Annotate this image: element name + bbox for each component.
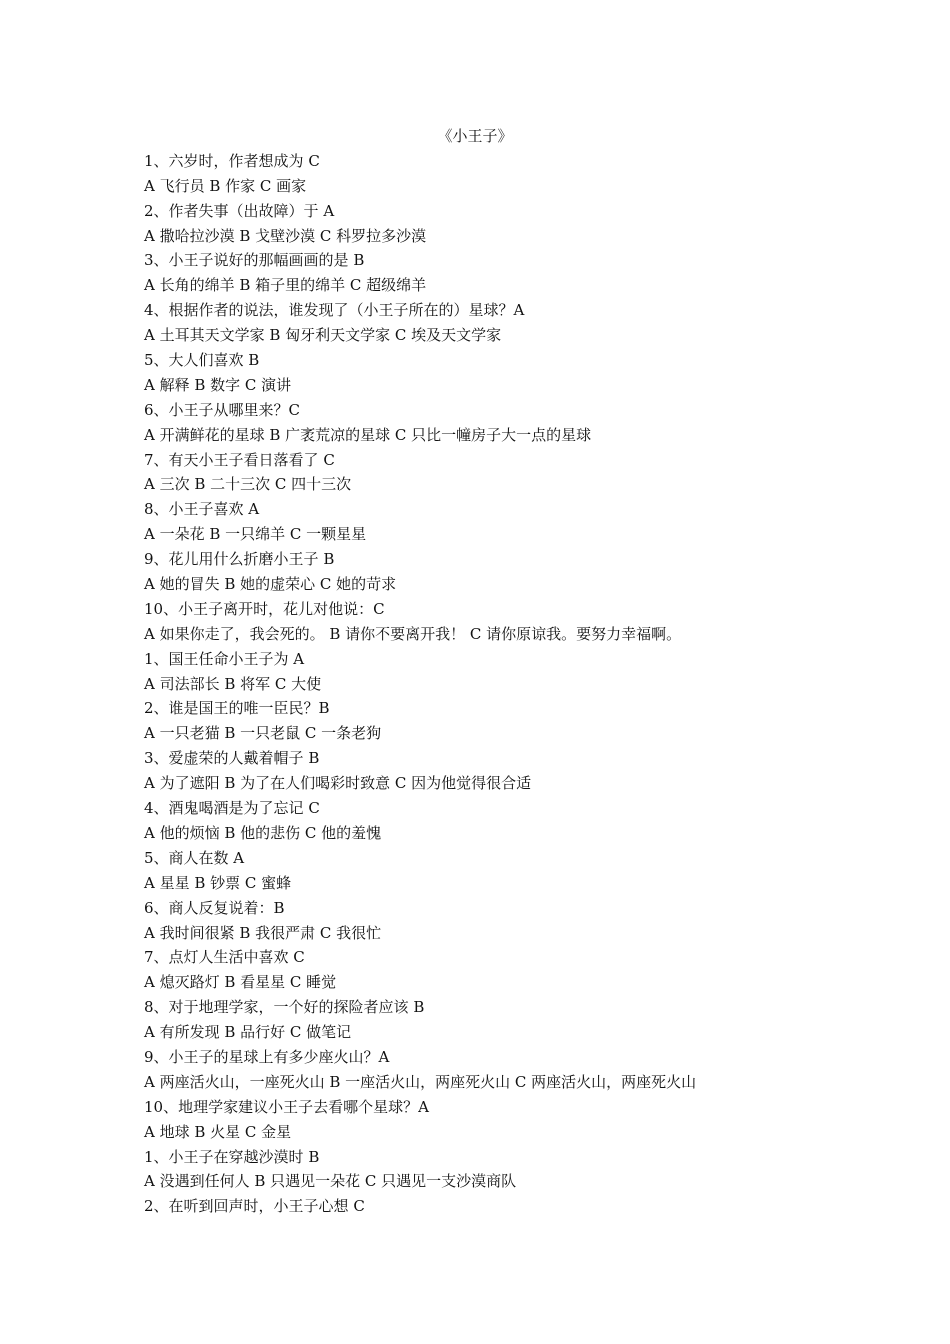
document-line: 2、作者失事（出故障）于 A <box>144 201 335 220</box>
document-line: A 土耳其天文学家 B 匈牙利天文学家 C 埃及天文学家 <box>144 326 502 345</box>
document-line: A 没遇到任何人 B 只遇见一朵花 C 只遇见一支沙漠商队 <box>144 1172 517 1191</box>
document-line: 7、点灯人生活中喜欢 C <box>144 948 305 967</box>
document-line: A 解释 B 数字 C 演讲 <box>144 375 292 394</box>
document-line: 2、谁是国王的唯一臣民？B <box>144 699 330 718</box>
document-line: 10、小王子离开时，花儿对他说：C <box>144 599 385 618</box>
document-line: 1、国王任命小王子为 A <box>144 649 305 668</box>
document-line: A 如果你走了，我会死的。 B 请你不要离开我！ C 请你原谅我。要努力幸福啊。 <box>144 624 682 643</box>
document-line: 2、在听到回声时，小王子心想 C <box>144 1197 365 1216</box>
document-line: 9、小王子的星球上有多少座火山？A <box>144 1047 390 1066</box>
document-line: 9、花儿用什么折磨小王子 B <box>144 550 335 569</box>
document-line: A 一只老猫 B 一只老鼠 C 一条老狗 <box>144 724 382 743</box>
document-line: 1、六岁时，作者想成为 C <box>144 151 320 170</box>
document-line: 3、爱虚荣的人戴着帽子 B <box>144 749 320 768</box>
document-line: A 熄灭路灯 B 看星星 C 睡觉 <box>144 973 337 992</box>
document-line: A 我时间很紧 B 我很严肃 C 我很忙 <box>144 923 382 942</box>
document-line: A 为了遮阳 B 为了在人们喝彩时致意 C 因为他觉得很合适 <box>144 774 532 793</box>
document-line: A 长角的绵羊 B 箱子里的绵羊 C 超级绵羊 <box>144 276 427 295</box>
document-line: 4、酒鬼喝酒是为了忘记 C <box>144 799 320 818</box>
document-title: 《小王子》 <box>437 127 513 145</box>
document-line: A 撒哈拉沙漠 B 戈壁沙漠 C 科罗拉多沙漠 <box>144 226 427 245</box>
document-line: 3、小王子说好的那幅画画的是 B <box>144 251 365 270</box>
document-line: A 有所发现 B 品行好 C 做笔记 <box>144 1023 352 1042</box>
document-line: 1、小王子在穿越沙漠时 B <box>144 1147 320 1166</box>
document-line: A 她的冒失 B 她的虚荣心 C 她的苛求 <box>144 575 397 594</box>
document-line: A 飞行员 B 作家 C 画家 <box>144 176 307 195</box>
document-line: A 司法部长 B 将军 C 大使 <box>144 674 322 693</box>
document-line: 7、有天小王子看日落看了 C <box>144 450 335 469</box>
document-line: A 一朵花 B 一只绵羊 C 一颗星星 <box>144 525 367 544</box>
document-line: 8、对于地理学家，一个好的探险者应该 B <box>144 998 425 1017</box>
document-line: A 两座活火山，一座死火山 B 一座活火山，两座死火山 C 两座活火山，两座死火山 <box>144 1072 697 1091</box>
document-line: 5、商人在数 A <box>144 848 245 867</box>
document-line: 5、大人们喜欢 B <box>144 351 260 370</box>
document-line: 10、地理学家建议小王子去看哪个星球？A <box>144 1097 429 1116</box>
document-line: A 地球 B 火星 C 金星 <box>144 1122 292 1141</box>
document-line: 8、小王子喜欢 A <box>144 500 260 519</box>
document-line: 6、商人反复说着：B <box>144 898 285 917</box>
document-body <box>144 149 934 1219</box>
document-line: A 开满鲜花的星球 B 广袤荒凉的星球 C 只比一幢房子大一点的星球 <box>144 425 592 444</box>
document-line: A 三次 B 二十三次 C 四十三次 <box>144 475 352 494</box>
document-line: A 他的烦恼 B 他的悲伤 C 他的羞愧 <box>144 823 382 842</box>
document-line: 6、小王子从哪里来？C <box>144 400 301 419</box>
document-line: 4、根据作者的说法，谁发现了（小王子所在的）星球？A <box>144 301 525 320</box>
document-line: A 星星 B 钞票 C 蜜蜂 <box>144 873 292 892</box>
